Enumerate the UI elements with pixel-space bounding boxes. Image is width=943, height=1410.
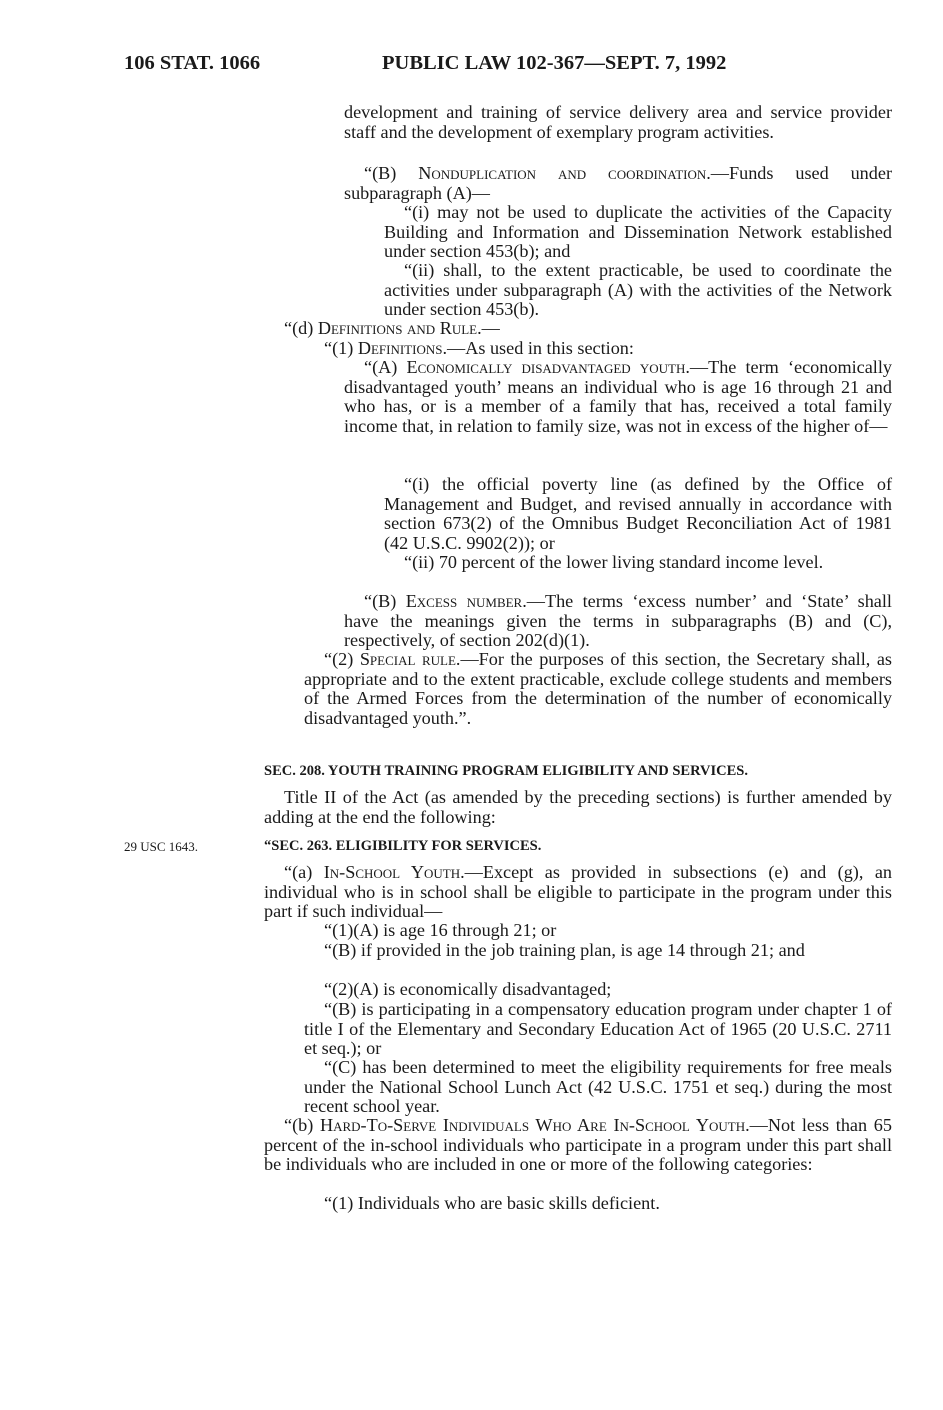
- item-2a-economically-disadvantaged: [304, 980, 892, 1000]
- paragraph-text: —As used in this section:: [447, 338, 634, 358]
- clause-i-poverty-line: [384, 475, 892, 553]
- paragraph-text: —Funds used under subparagraph (A)—: [344, 163, 892, 203]
- paragraph-open: “(2): [324, 649, 360, 669]
- item-1b-job-training-plan: [304, 941, 892, 961]
- paragraph-text: —: [481, 318, 500, 338]
- paragraph-title-ii-amendment: [264, 788, 892, 827]
- paragraph-text: “(ii) 70 percent of the lower living standard income level.: [404, 552, 824, 572]
- section-208-heading: SEC. 208. YOUTH TRAINING PROGRAM ELIGIBILITY AND SERVICES.: [264, 763, 748, 779]
- paragraph-text: “(2)(A) is economically disadvantaged;: [324, 979, 612, 999]
- paragraph-text: “(1) Individuals who are basic skills deficient.: [324, 1193, 660, 1213]
- paragraph-open: “(B): [364, 163, 419, 183]
- paragraph-continued: [344, 103, 892, 142]
- paragraph-text: —For the purposes of this section, the Secretary shall, as appropriate and to the extent practicable, exclude college students and members of the Armed Forces from the determination of the number of economically disadvantaged youth.”.: [304, 649, 892, 728]
- paragraph-text: development and training of service delivery area and service provider staff and the development of exemplary program activities.: [344, 102, 892, 142]
- paragraph-text: “(1)(A) is age 16 through 21; or: [324, 920, 557, 940]
- clause-ii-coordinate: [384, 261, 892, 320]
- paragraph-heading: Excess number.: [405, 591, 527, 611]
- subsection-d-definitions: [284, 319, 892, 339]
- paragraph-text: “(B) is participating in a compensatory education program under chapter 1 of title I of the Elementary and Secondary Education Act of 1965 (20 U.S.C. 2711 et seq.); or: [304, 999, 892, 1058]
- definition-excess-number: [344, 592, 892, 651]
- paragraph-open: “(1): [324, 338, 358, 358]
- clause-ii-living-standard: [384, 553, 892, 573]
- paragraph-open: “(B): [364, 591, 406, 611]
- item-2c-free-meals: [304, 1058, 892, 1117]
- paragraph-2-special-rule: [304, 650, 892, 728]
- paragraph-nonduplication: [344, 164, 892, 203]
- item-1a-age: [304, 921, 892, 941]
- paragraph-heading: Definitions.: [357, 338, 448, 358]
- usc-margin-note: 29 USC 1643.: [124, 839, 199, 854]
- paragraph-open: “(d): [284, 318, 318, 338]
- paragraph-text: —The term ‘economically disadvantaged youth’ means an individual who is age 16 through 21 and who has, or is a member of a family that has, received a total family income that, in relation to family size, was not in excess of the higher of—: [344, 357, 892, 436]
- paragraph-heading: Economically disadvantaged youth.: [406, 357, 690, 377]
- paragraph-text: “(C) has been determined to meet the eligibility requirements for free meals under the National School Lunch Act (42 U.S.C. 1751 et seq.) during the most recent school year.: [304, 1057, 892, 1116]
- definition-economically-disadvantaged-youth: [344, 358, 892, 436]
- paragraph-open: “(A): [364, 357, 407, 377]
- item-2b-compensatory-education: [304, 1000, 892, 1059]
- page-header: [124, 52, 804, 82]
- paragraph-text: “(i) the official poverty line (as defined by the Office of Management and Budget, and revised annually in accordance with section 673(2) of the Omnibus Budget Reconciliation Act of 1981 (42 U.S.C. 9902(2)); or: [384, 474, 892, 553]
- paragraph-heading: Nonduplication and coordination.: [418, 163, 711, 183]
- category-1-basic-skills: [304, 1194, 892, 1214]
- statute-page-number: 106 STAT. 1066: [124, 52, 261, 74]
- paragraph-text: —Except as provided in subsections (e) and (g), an individual who is in school shall be eligible to participate in the program under this part if such individual—: [264, 862, 892, 921]
- clause-i-duplicate: [384, 203, 892, 262]
- paragraph-open: “(a): [284, 862, 324, 882]
- paragraph-text: Title II of the Act (as amended by the preceding sections) is further amended by adding at the end the following:: [264, 787, 892, 827]
- paragraph-heading: Special rule.: [359, 649, 461, 669]
- paragraph-heading: Definitions and Rule.: [317, 318, 482, 338]
- subsection-b-hard-to-serve: [264, 1116, 892, 1175]
- paragraph-text: “(i) may not be used to duplicate the activities of the Capacity Building and Information and Dissemination Network established under section 453(b); and: [384, 202, 892, 261]
- section-263-heading: “SEC. 263. ELIGIBILITY FOR SERVICES.: [264, 838, 542, 854]
- public-law-title: PUBLIC LAW 102-367—SEPT. 7, 1992: [382, 52, 727, 74]
- paragraph-1-definitions: [324, 339, 892, 359]
- paragraph-open: “(b): [284, 1115, 320, 1135]
- paragraph-text: —Not less than 65 percent of the in-school individuals who participate in a program under this part shall be individuals who are included in one or more of the following categories:: [264, 1115, 892, 1174]
- paragraph-text: —The terms ‘excess number’ and ‘State’ shall have the meanings given the terms in subparagraphs (B) and (C), respectively, of section 202(d)(1).: [344, 591, 892, 650]
- subsection-a-in-school-youth: [264, 863, 892, 922]
- paragraph-text: “(B) if provided in the job training plan, is age 14 through 21; and: [324, 940, 805, 960]
- paragraph-text: “(ii) shall, to the extent practicable, be used to coordinate the activities under subparagraph (A) with the activities of the Network under section 453(b).: [384, 260, 892, 319]
- paragraph-heading: In-School Youth.: [323, 862, 465, 882]
- paragraph-heading: Hard-To-Serve Individuals Who Are In-School Youth.: [319, 1115, 750, 1135]
